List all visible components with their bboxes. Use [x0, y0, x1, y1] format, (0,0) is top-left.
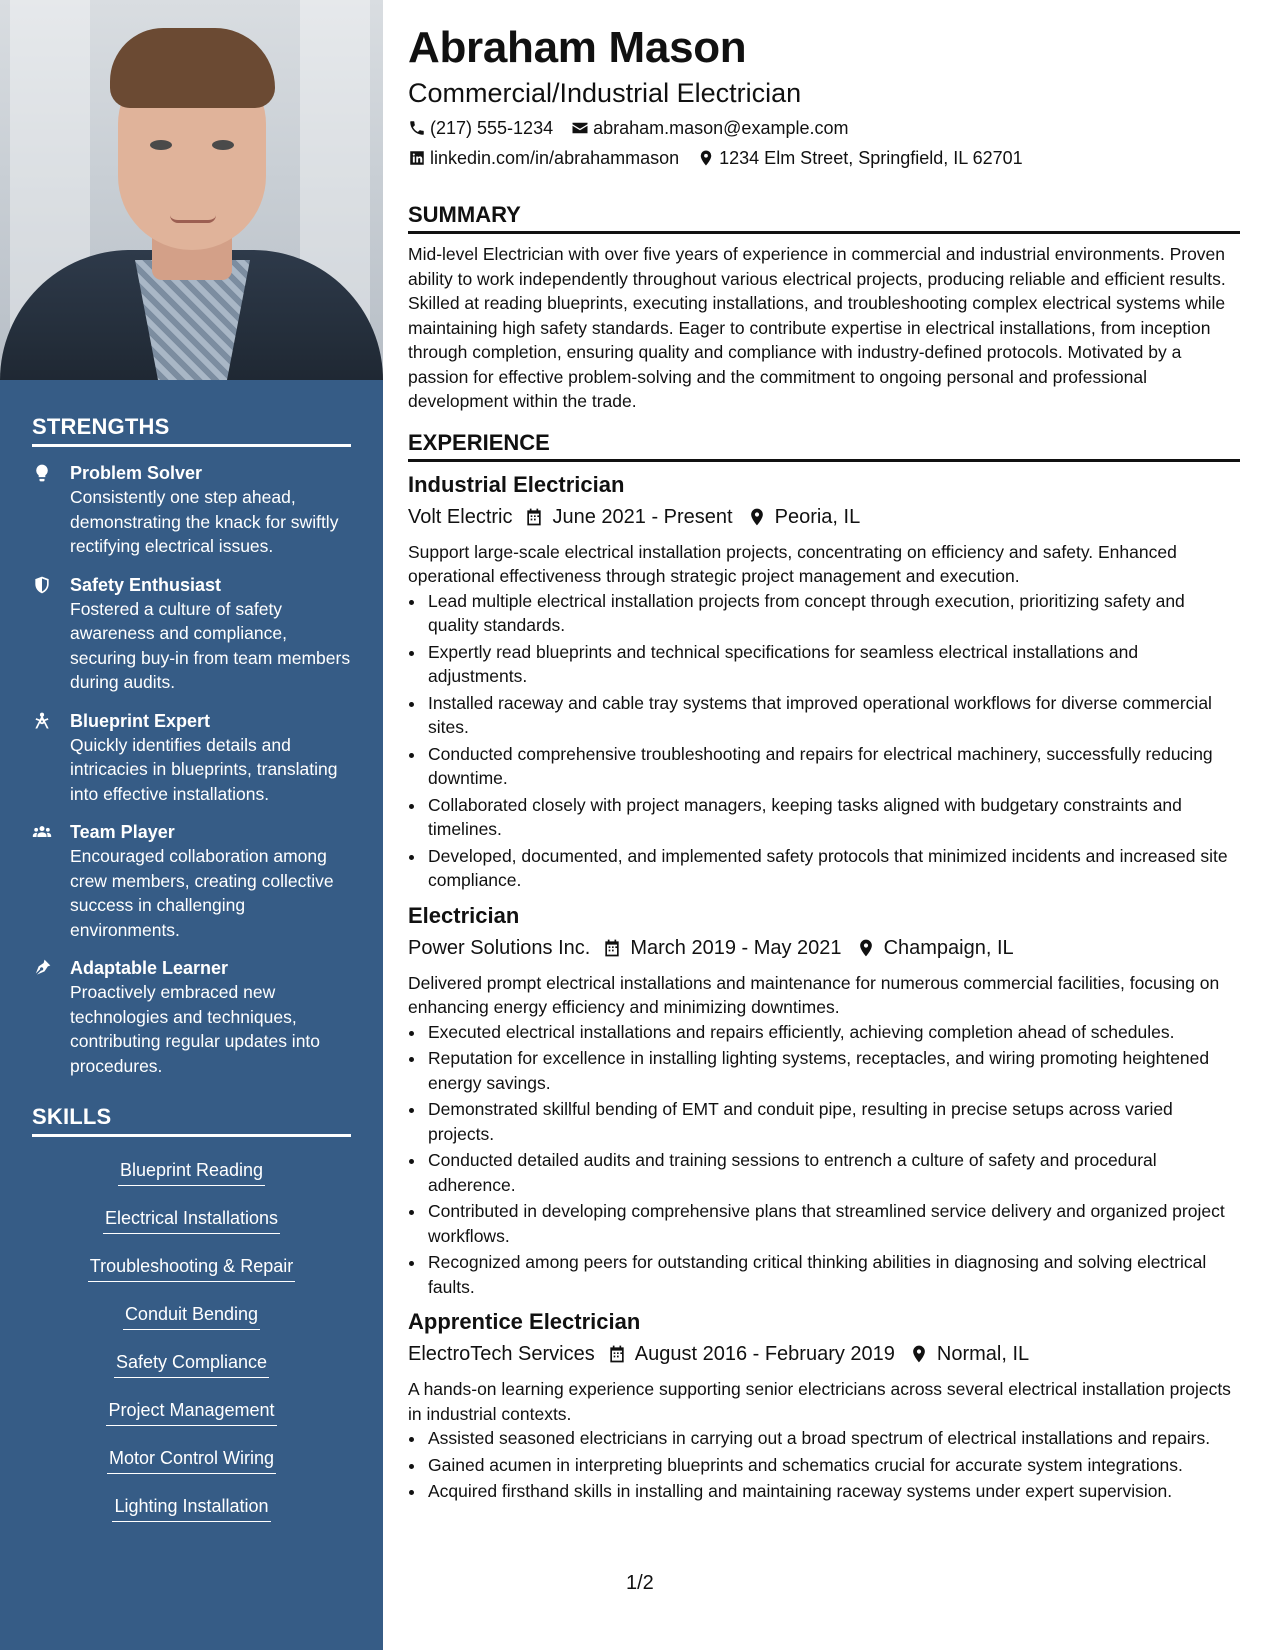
phone-text: (217) 555-1234 [430, 118, 554, 138]
job-description: Delivered prompt electrical installations and maintenance for numerous commercial facilities, focusing on enhancing energy efficiency and minimizing downtimes. [408, 972, 1220, 1017]
candidate-name: Abraham Mason [408, 23, 747, 72]
job-bullet: • Lead multiple electrical installation projects from concept through execution, prioritizing safety and quality standards. [426, 589, 1240, 638]
contact-row-2 [408, 146, 1240, 170]
strengths-heading: STRENGTHS [32, 414, 351, 447]
skill-tag: Lighting Installation [112, 1493, 270, 1522]
strength-desc: Quickly identifies details and intricacies in blueprints, translating into effective installations. [70, 734, 338, 804]
map-pin-icon [697, 149, 715, 167]
job-bullet: • Gained acumen in interpreting blueprints and schematics crucial for accurate system integrations. [426, 1453, 1240, 1478]
job-title: Electrician [408, 902, 520, 928]
job-bullet: • Expertly read blueprints and technical specifications for seamless electrical installations and adjustments. [426, 640, 1240, 689]
linkedin-text[interactable]: linkedin.com/in/abrahammason [430, 148, 680, 168]
strength-title: Safety Enthusiast [70, 574, 222, 595]
job-entry [408, 470, 1240, 893]
contact-row-1 [408, 116, 1240, 140]
calendar-icon [524, 507, 544, 527]
job-meta [408, 502, 1240, 532]
strength-item [32, 709, 351, 807]
strength-title: Team Player [70, 822, 175, 842]
strength-desc: Proactively embraced new technologies and techniques, contributing regular updates into procedures. [70, 982, 321, 1076]
skill-tag: Troubleshooting & Repair [88, 1253, 295, 1282]
job-bullet: • Collaborated closely with project managers, keeping tasks aligned with budgetary constraints and timelines. [426, 793, 1240, 842]
linkedin-icon [408, 149, 426, 167]
job-bullet: • Executed electrical installations and repairs efficiently, achieving completion ahead of schedules. [426, 1020, 1240, 1045]
email-contact[interactable] [571, 116, 848, 140]
experience-list [408, 470, 1240, 1504]
job-bullet: • Conducted detailed audits and training sessions to entrench a culture of safety and procedural adherence. [426, 1148, 1240, 1197]
job-bullet: • Installed raceway and cable tray systems that improved operational workflows for diverse commercial sites. [426, 691, 1240, 740]
page-number: 1/2 [626, 1572, 654, 1594]
job-description: Support large-scale electrical installation projects, concentrating on efficiency and safety. Enhanced operational effectiveness through strategic project management and execution. [408, 541, 1177, 586]
job-bullets [426, 589, 1240, 893]
job-bullets [426, 1020, 1240, 1300]
job-bullet: • Reputation for excellence in installing lighting systems, receptacles, and wiring promoting heightened energy savings. [426, 1046, 1240, 1095]
skill-tag: Electrical Installations [103, 1205, 280, 1234]
skills-section [0, 1104, 383, 1529]
job-dates: June 2021 - Present [552, 505, 733, 528]
job-bullet: • Contributed in developing comprehensive plans that streamlined service delivery and organized project workflows. [426, 1199, 1240, 1248]
job-company: Power Solutions Inc. [408, 936, 591, 959]
job-bullet: • Conducted comprehensive troubleshooting and repairs for electrical machinery, successfully reducing downtime. [426, 742, 1240, 791]
job-bullets [426, 1426, 1240, 1504]
address-text: 1234 Elm Street, Springfield, IL 62701 [719, 148, 1023, 168]
job-bullet: • Recognized among peers for outstanding critical thinking abilities in diagnosing and solving electrical faults. [426, 1250, 1240, 1299]
job-location: Normal, IL [936, 1343, 1030, 1365]
strength-title: Problem Solver [70, 463, 203, 483]
skill-tag: Blueprint Reading [118, 1157, 265, 1186]
map-pin-icon [747, 507, 767, 527]
calendar-icon [602, 938, 622, 958]
calendar-icon [607, 1344, 627, 1364]
skill-tag: Project Management [106, 1397, 276, 1426]
phone-contact [408, 116, 553, 140]
job-bullet: • Assisted seasoned electricians in carrying out a broad spectrum of electrical installations and repairs. [426, 1426, 1240, 1451]
skill-tag: Motor Control Wiring [107, 1445, 276, 1474]
job-bullet: • Developed, documented, and implemented safety protocols that minimized incidents and increased site compliance. [426, 844, 1240, 893]
job-bullet: • Demonstrated skillful bending of EMT and conduit pipe, resulting in precise setups across varied projects. [426, 1097, 1240, 1146]
strength-title: Adaptable Learner [70, 958, 229, 978]
experience-heading: EXPERIENCE [408, 430, 1240, 462]
skills-list [32, 1149, 351, 1529]
sidebar [0, 0, 383, 1650]
strength-title: Blueprint Expert [70, 710, 211, 731]
job-bullet: • Acquired firsthand skills in installing and maintaining raceway systems under expert supervision. [426, 1479, 1240, 1504]
lightbulb-icon [32, 463, 52, 483]
job-meta [408, 933, 1240, 963]
job-meta [408, 1339, 1240, 1369]
address-contact [697, 146, 1023, 170]
strength-item [32, 956, 351, 1078]
main-content [408, 20, 1240, 1506]
strength-desc: Consistently one step ahead, demonstrating the knack for swiftly rectifying electrical issues. [70, 487, 339, 556]
job-title: Industrial Electrician [408, 471, 625, 497]
job-entry [408, 1307, 1240, 1504]
job-description: A hands-on learning experience supporting senior electricians across several electrical installation projects in industrial contexts. [408, 1379, 1231, 1424]
summary-text: Mid-level Electrician with over five years of experience in commercial and industrial environments. Proven ability to work independently throughout various electrical projects, producing reliable and efficient results. Skilled at reading blueprints, executing installations, and troubleshooting complex electrical systems while maintaining high safety standards. Eager to contribute expertise in electrical installations, from inception through completion, ensuring quality and compliance with industry-defined protocols. Motivated by a passion for effective problem-solving and the commitment to ongoing personal and professional development within the trade. [408, 244, 1226, 411]
strength-desc: Fostered a culture of safety awareness and compliance, securing buy-in from team members during audits. [70, 598, 351, 692]
users-icon [32, 822, 52, 842]
job-location: Peoria, IL [774, 505, 861, 528]
linkedin-contact[interactable] [408, 146, 679, 170]
summary-heading: SUMMARY [408, 202, 1240, 234]
map-pin-icon [856, 938, 876, 958]
job-dates: March 2019 - May 2021 [630, 936, 842, 959]
shield-icon [32, 575, 52, 595]
envelope-icon [571, 119, 589, 137]
job-company: ElectroTech Services [408, 1343, 595, 1365]
job-dates: August 2016 - February 2019 [634, 1343, 895, 1365]
skills-heading: SKILLS [32, 1104, 351, 1137]
skill-tag: Conduit Bending [123, 1301, 260, 1330]
job-title: Apprentice Electrician [408, 1309, 641, 1334]
compass-drafting-icon [32, 711, 52, 731]
strengths-section [0, 414, 383, 1078]
strengths-list [32, 461, 351, 1078]
strength-item [32, 820, 351, 942]
strength-item [32, 573, 351, 695]
strength-desc: Encouraged collaboration among crew members, creating collective success in challenging environments. [70, 846, 334, 940]
email-text[interactable]: abraham.mason@example.com [593, 118, 849, 138]
strength-item [32, 461, 351, 559]
job-location: Champaign, IL [883, 936, 1014, 959]
profile-photo [0, 0, 383, 380]
pen-nib-icon [32, 958, 52, 978]
job-company: Volt Electric [408, 505, 513, 528]
phone-icon [408, 119, 426, 137]
candidate-title: Commercial/Industrial Electrician [408, 78, 802, 108]
map-pin-icon [909, 1344, 929, 1364]
job-entry [408, 901, 1240, 1300]
skill-tag: Safety Compliance [114, 1349, 269, 1378]
